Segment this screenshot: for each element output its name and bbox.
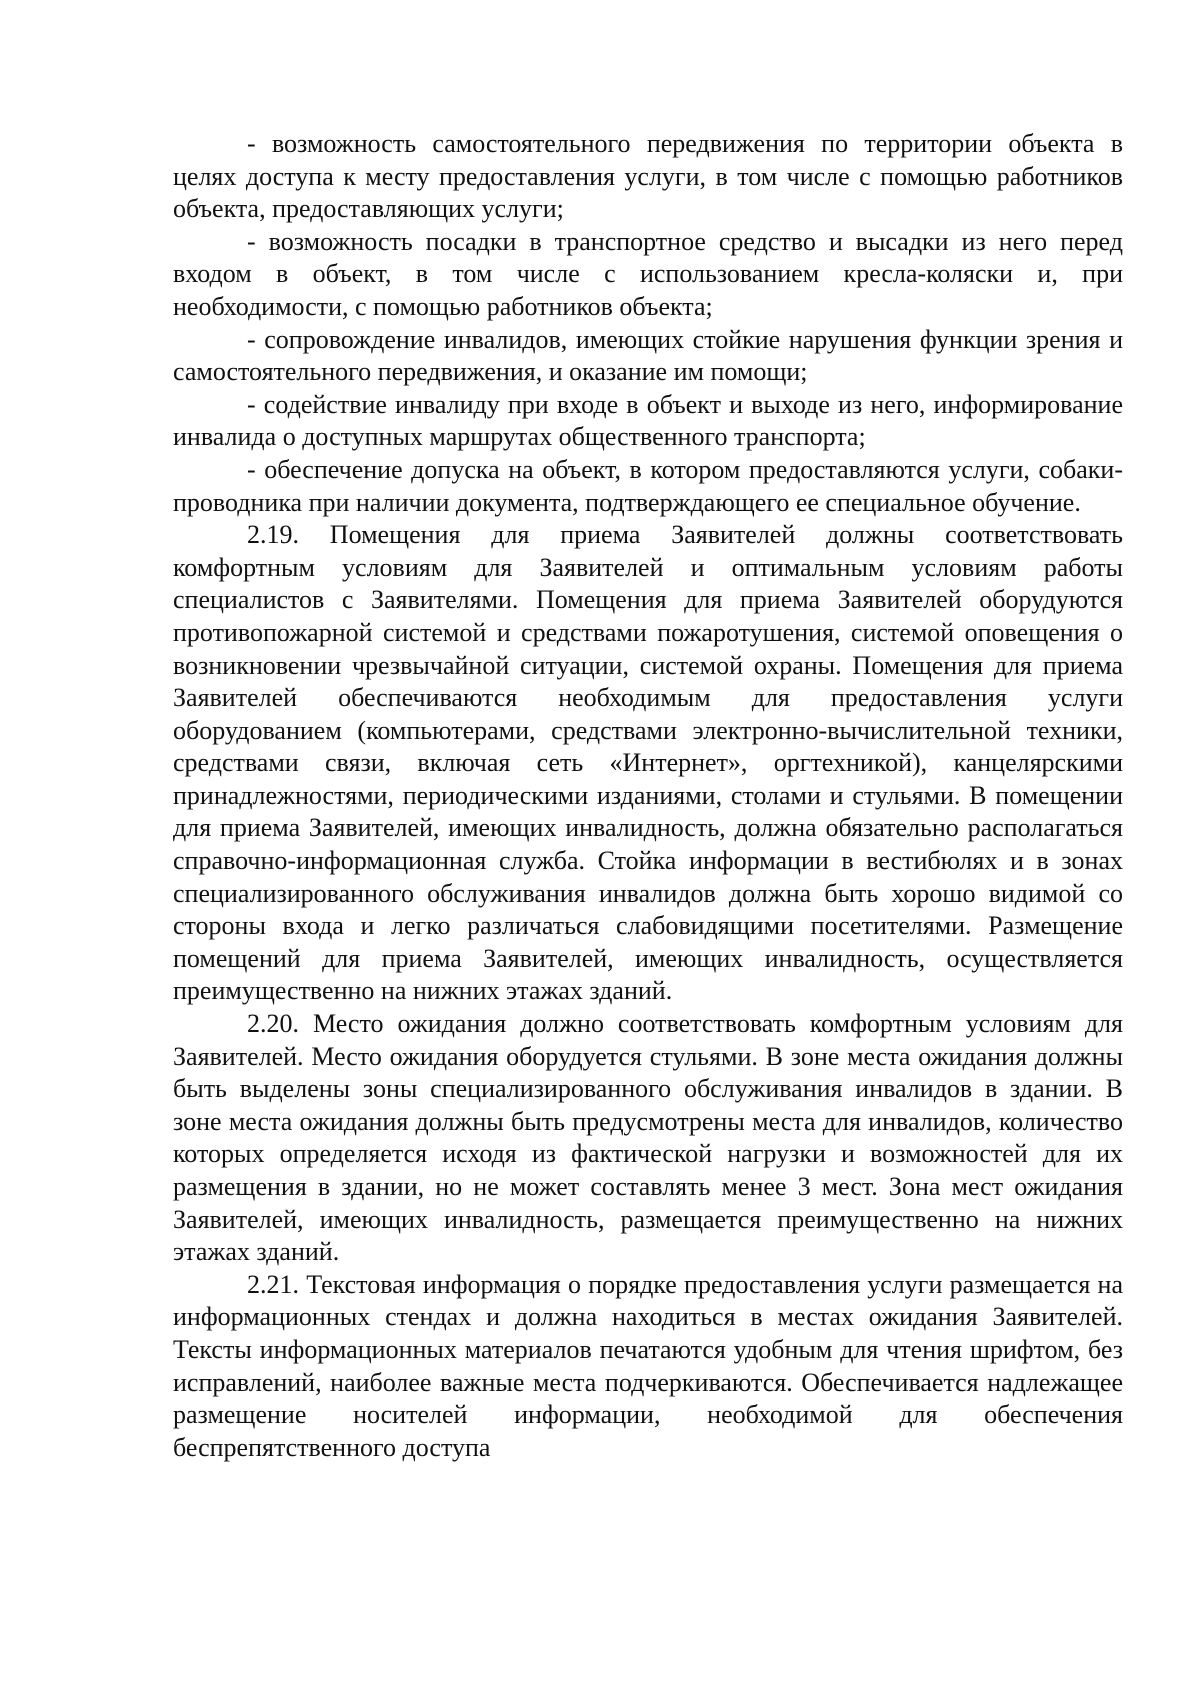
- paragraph-escort: - сопровождение инвалидов, имеющих стойкие нарушения функции зрения и самостоятельного передвижения, и оказание им помощи;: [173, 324, 1123, 387]
- document-page: [173, 128, 1123, 1464]
- paragraph-transport: - возможность посадки в транспортное средство и высадки из него перед входом в объект, в том числе с использованием кресла-коляски и, при необходимости, с помощью работников объекта;: [173, 226, 1123, 321]
- paragraph-movement: - возможность самостоятельного передвижения по территории объекта в целях доступа к месту предоставления услуги, в том числе с помощью работников объекта, предоставляющих услуги;: [173, 129, 1123, 224]
- paragraph-2-19: 2.19. Помещения для приема Заявителей должны соответствовать комфортным условиям для Заявителей и оптимальным условиям работы специалистов с Заявителями. Помещения для приема Заявителей оборудуются противопожарной системой и средствами пожаротушения, системой оповещения о возникновении чрезвычайной ситуации, системой охраны. Помещения для приема Заявителей обеспечиваются необходимым для предоставления услуги оборудованием (компьютерами, средствами электронно-вычислительной техники, средствами связи, включая сеть «Интернет», оргтехникой), канцелярскими принадлежностями, периодическими изданиями, столами и стульями. В помещении для приема Заявителей, имеющих инвалидность, должна обязательно располагаться справочно-информационная служба. Стойка информации в вестибюлях и в зонах специализированного обслуживания инвалидов должна быть хорошо видимой со стороны входа и легко различаться слабовидящими посетителями. Размещение помещений для приема Заявителей, имеющих инвалидность, осуществляется преимущественно на нижних этажах зданий.: [173, 520, 1123, 1006]
- paragraph-guide-dog: - обеспечение допуска на объект, в котором предоставляются услуги, собаки-проводника при наличии документа, подтверждающего ее специальное обучение.: [173, 454, 1123, 517]
- paragraph-2-21: 2.21. Текстовая информация о порядке предоставления услуги размещается на информационных стендах и должна находиться в местах ожидания Заявителей. Тексты информационных материалов печатаются удобным для чтения шрифтом, без исправлений, наиболее важные места подчеркиваются. Обеспечивается надлежащее размещение носителей информации, необходимой для обеспечения беспрепятственного доступа: [173, 1269, 1123, 1462]
- paragraph-2-20: 2.20. Место ожидания должно соответствовать комфортным условиям для Заявителей. Место ожидания оборудуется стульями. В зоне места ожидания должны быть выделены зоны специализированного обслуживания инвалидов в здании. В зоне места ожидания должны быть предусмотрены места для инвалидов, количество которых определяется исходя из фактической нагрузки и возможностей для их размещения в здании, но не может составлять менее 3 мест. Зона мест ожидания Заявителей, имеющих инвалидность, размещается преимущественно на нижних этажах зданий.: [173, 1009, 1123, 1267]
- paragraph-assistance: - содействие инвалиду при входе в объект и выходе из него, информирование инвалида о доступных маршрутах общественного транспорта;: [173, 389, 1123, 452]
